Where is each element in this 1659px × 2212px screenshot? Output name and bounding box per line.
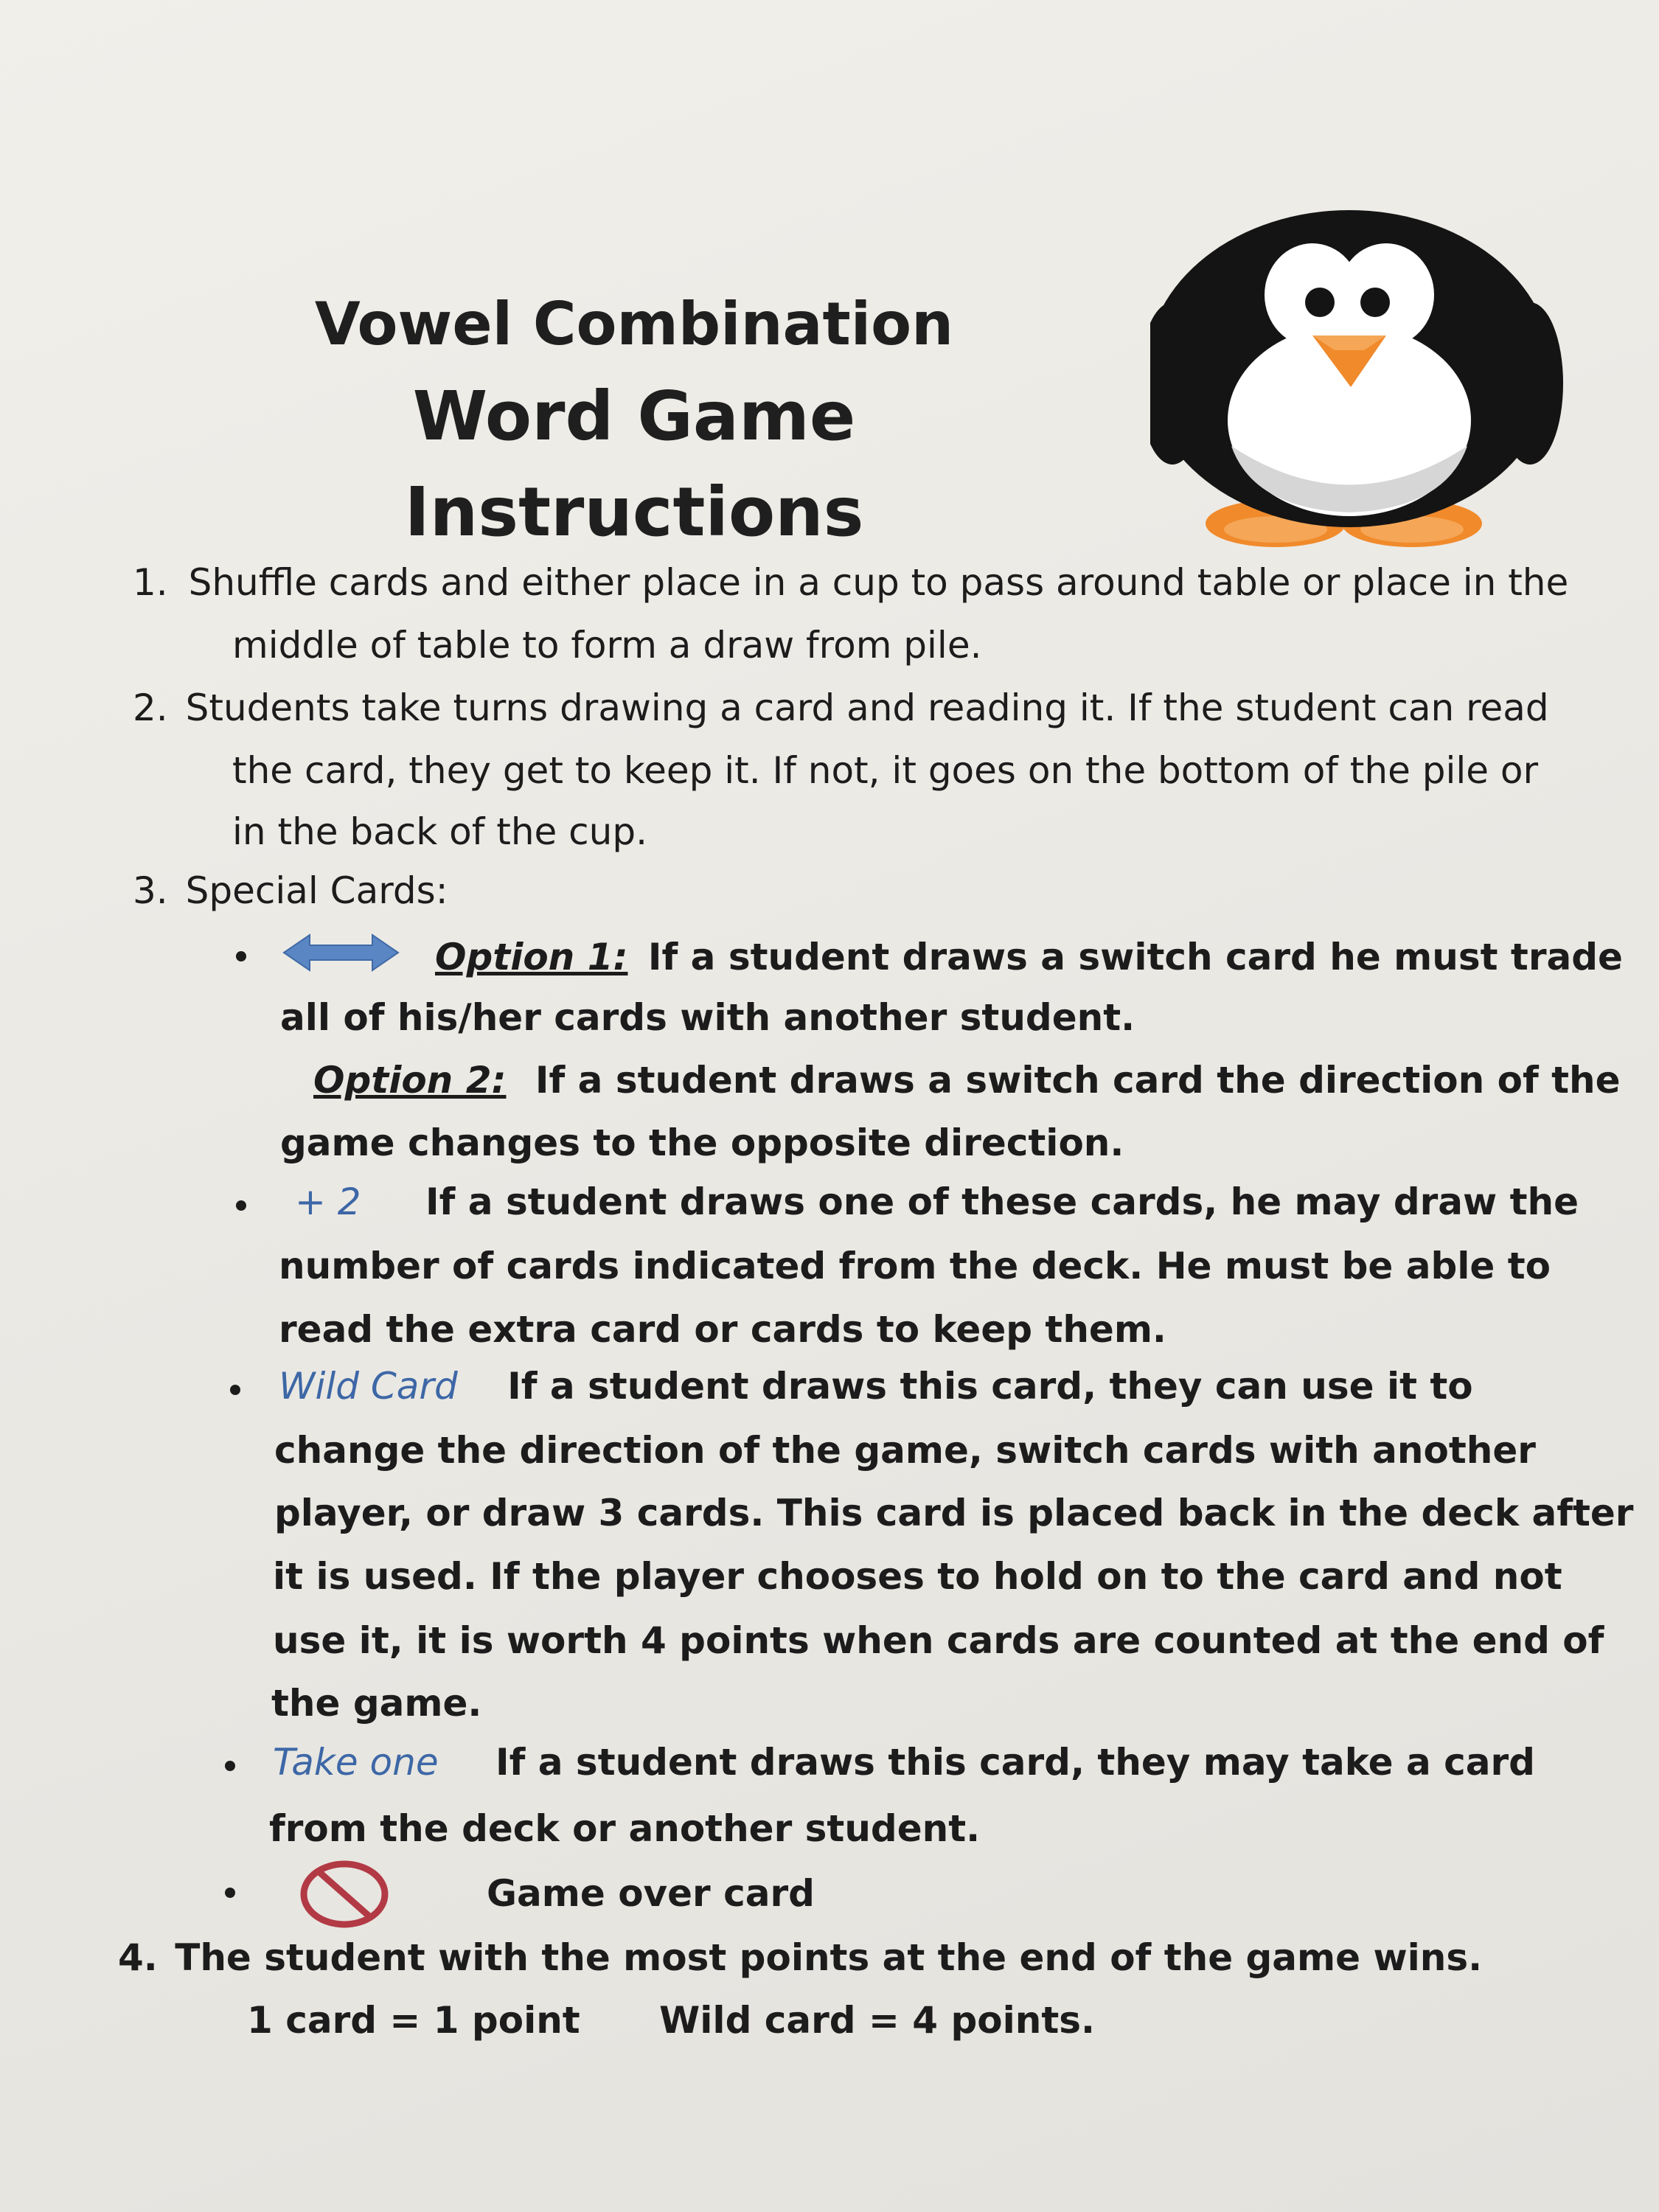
- points-line: [247, 1998, 1095, 2042]
- step-1: [133, 560, 1568, 605]
- option-1-line-2: all of his/her cards with another student.: [280, 996, 1135, 1039]
- step-4-number: 4.: [118, 1936, 158, 1979]
- title-line-2: Word Game Instructions: [404, 377, 864, 552]
- take-one-line-2: from the deck or another student.: [269, 1807, 981, 1850]
- wild-card-line-1: [279, 1364, 1473, 1408]
- option-2-line-2: game changes to the opposite direction.: [280, 1121, 1124, 1164]
- step-1-line-2: middle of table to form a draw from pile.: [232, 624, 982, 667]
- option-2-text: If a student draws a switch card the direction of the: [535, 1059, 1621, 1102]
- plus-two-line-3: read the extra card or cards to keep them.: [279, 1308, 1166, 1351]
- step-4: [118, 1935, 1482, 1980]
- take-one-text: If a student draws this card, they may take a card: [495, 1741, 1535, 1784]
- option-1-text: If a student draws a switch card he must trade: [647, 936, 1623, 978]
- wild-card-text: If a student draws this card, they can use it to: [507, 1365, 1473, 1408]
- bullet-take-one: [225, 1761, 235, 1771]
- wild-card-line-5: use it, it is worth 4 points when cards are counted at the end of: [273, 1619, 1604, 1662]
- step-3: [133, 869, 448, 913]
- switch-option-2: [313, 1058, 1621, 1102]
- step-2-line-1: Students take turns drawing a card and reading it. If the student can read: [185, 686, 1549, 729]
- wild-card-label: Wild Card: [279, 1365, 458, 1408]
- plus-two-label: + 2: [295, 1180, 361, 1223]
- bullet-plus-two: [236, 1200, 246, 1211]
- title-line-1: Vowel Combination: [314, 290, 954, 358]
- bullet-game-over: [225, 1888, 235, 1898]
- step-4-line-1: The student with the most points at the end of the game wins.: [175, 1936, 1483, 1979]
- step-3-number: 3.: [133, 869, 168, 912]
- option-2-label: Option 2:: [313, 1059, 507, 1102]
- game-over-label: Game over card: [487, 1872, 815, 1915]
- wild-card-line-3: player, or draw 3 cards. This card is placed back in the deck after: [274, 1492, 1634, 1534]
- plus-two-line-2: number of cards indicated from the deck. He must be able to: [279, 1245, 1551, 1287]
- step-2-line-2: the card, they get to keep it. If not, it goes on the bottom of the pile or: [232, 749, 1539, 792]
- wild-card-line-4: it is used. If the player chooses to hold on to the card and not: [273, 1555, 1562, 1598]
- double-arrow-icon: [280, 931, 402, 975]
- switch-option-1: [435, 935, 1623, 979]
- no-symbol-icon: [299, 1860, 391, 1930]
- take-one-label: Take one: [273, 1741, 439, 1784]
- wild-card-point-value: Wild card = 4 points.: [659, 1999, 1096, 2042]
- step-2-number: 2.: [133, 686, 168, 729]
- step-2: [133, 686, 1549, 730]
- plus-two-line-1: [295, 1180, 1579, 1224]
- wild-card-line-6: the game.: [271, 1682, 482, 1725]
- plus-two-text: If a student draws one of these cards, he may draw the: [425, 1180, 1579, 1223]
- take-one-line-1: [273, 1740, 1535, 1784]
- special-cards-heading: Special Cards:: [185, 869, 448, 912]
- option-1-label: Option 1:: [435, 936, 628, 978]
- bullet-wild-card: [230, 1385, 240, 1395]
- bullet-switch: [236, 951, 246, 961]
- step-1-line-1: Shuffle cards and either place in a cup to pass around table or place in the: [188, 561, 1569, 604]
- step-1-number: 1.: [133, 561, 168, 604]
- card-point-value: 1 card = 1 point: [247, 1999, 580, 2042]
- step-2-line-3: in the back of the cup.: [232, 810, 647, 853]
- wild-card-line-2: change the direction of the game, switch cards with another: [274, 1429, 1536, 1472]
